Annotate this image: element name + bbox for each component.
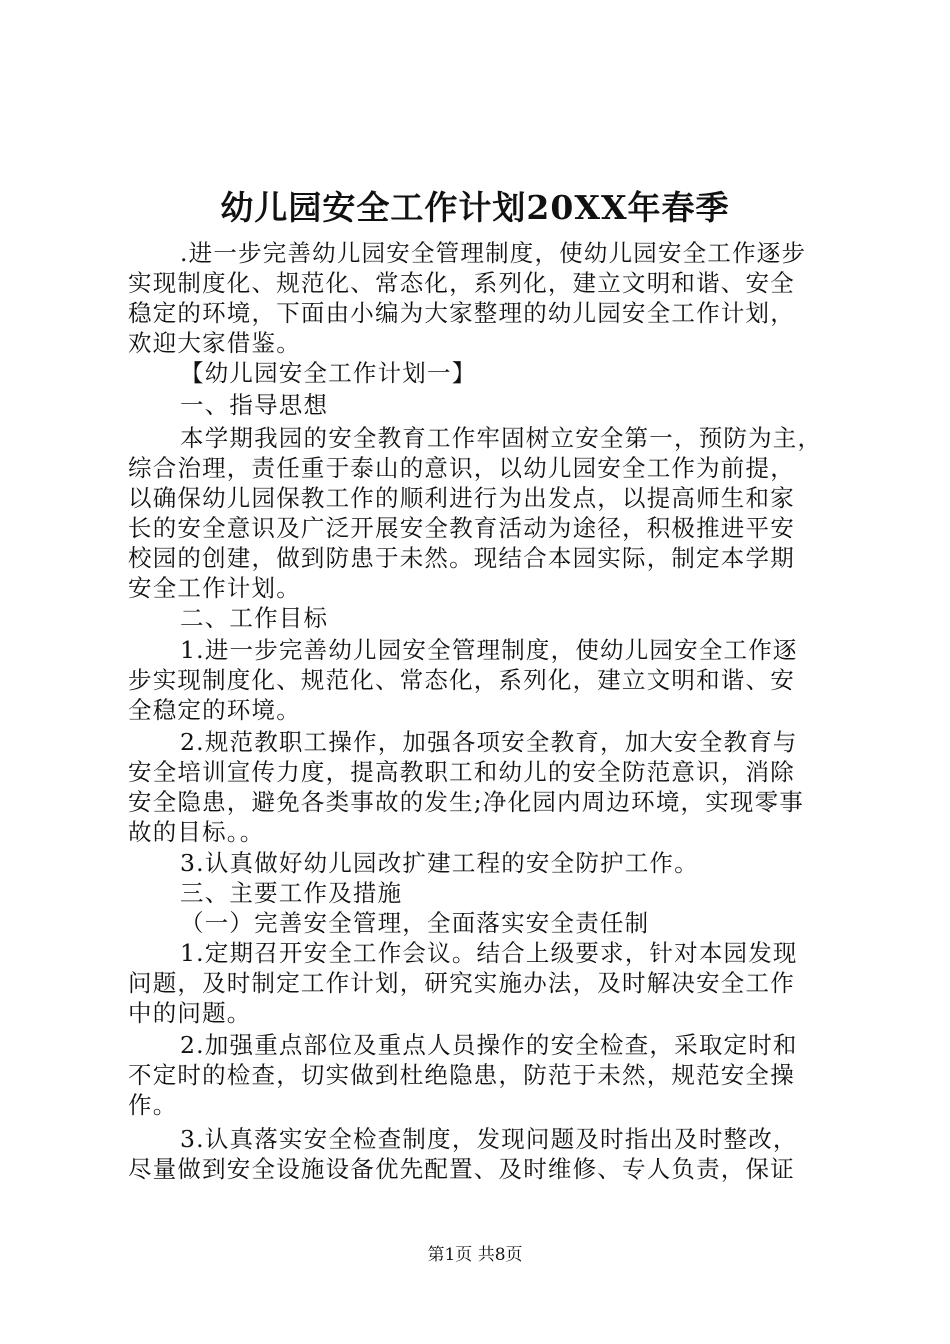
paragraph-line: 安全隐患，避免各类事故的发生;净化园内周边环境，实现零事 [128,788,805,816]
page-footer: 第1页 共8页 [427,1245,523,1265]
paragraph-line: 3.认真做好幼儿园改扩建工程的安全防护工作。 [180,849,699,877]
paragraph-line: 不定时的检查，切实做到杜绝隐患，防范于未然，规范安全操 [128,1061,795,1089]
paragraph-line: 作。 [128,1091,178,1119]
paragraph-line: 2.加强重点部位及重点人员操作的安全检查，采取定时和 [180,1031,798,1059]
paragraph-line: 综合治理，责任重于泰山的意识，以幼儿园安全工作为前提， [128,454,795,482]
paragraph-line: 全稳定的环境。 [128,696,301,724]
paragraph-line: .进一步完善幼儿园安全管理制度，使幼儿园安全工作逐步 [180,239,807,267]
paragraph-line: 本学期我园的安全教育工作牢固树立安全第一，预防为主， [180,424,823,452]
paragraph-line: 实现制度化、规范化、常态化，系列化，建立文明和谐、安全 [128,269,795,297]
paragraph-line: 长的安全意识及广泛开展安全教育活动为途径，积极推进平安 [128,514,795,542]
subsection-heading: （一）完善安全管理，全面落实安全责任制 [180,909,650,937]
paragraph-line: 1.进一步完善幼儿园安全管理制度，使幼儿园安全工作逐 [180,636,798,664]
paragraph-line: 校园的创建，做到防患于未然。现结合本园实际，制定本学期 [128,544,795,572]
paragraph-line: 以确保幼儿园保教工作的顺利进行为出发点，以提高师生和家 [128,484,795,512]
paragraph-line: 1.定期召开安全工作会议。结合上级要求，针对本园发现 [180,939,798,967]
paragraph-line: 步实现制度化、规范化、常态化，系列化，建立文明和谐、安 [128,666,795,694]
paragraph-line: 尽量做到安全设施设备优先配置、及时维修、专人负责，保证 [128,1155,795,1183]
section-heading: 一、指导思想 [180,391,329,419]
paragraph-line: 问题，及时制定工作计划，研究实施办法，及时解决安全工作 [128,969,795,997]
paragraph-line: 欢迎大家借鉴。 [128,329,301,357]
section-heading: 【幼儿园安全工作计划一】 [180,359,477,387]
paragraph-line: 安全培训宣传力度，提高教职工和幼儿的安全防范意识，消除 [128,758,795,786]
section-heading: 二、工作目标 [180,604,329,632]
paragraph-line: 2.规范教职工操作，加强各项安全教育，加大安全教育与 [180,728,798,756]
paragraph-line: 故的目标。。 [128,818,265,846]
paragraph-line: 安全工作计划。 [128,574,301,602]
paragraph-line: 中的问题。 [128,999,252,1027]
paragraph-line: 稳定的环境，下面由小编为大家整理的幼儿园安全工作计划， [128,299,795,327]
paragraph-line: 3.认真落实安全检查制度，发现问题及时指出及时整改， [180,1125,798,1153]
document-title: 幼儿园安全工作计划20XX年春季 [220,188,730,227]
section-heading: 三、主要工作及措施 [180,879,403,907]
